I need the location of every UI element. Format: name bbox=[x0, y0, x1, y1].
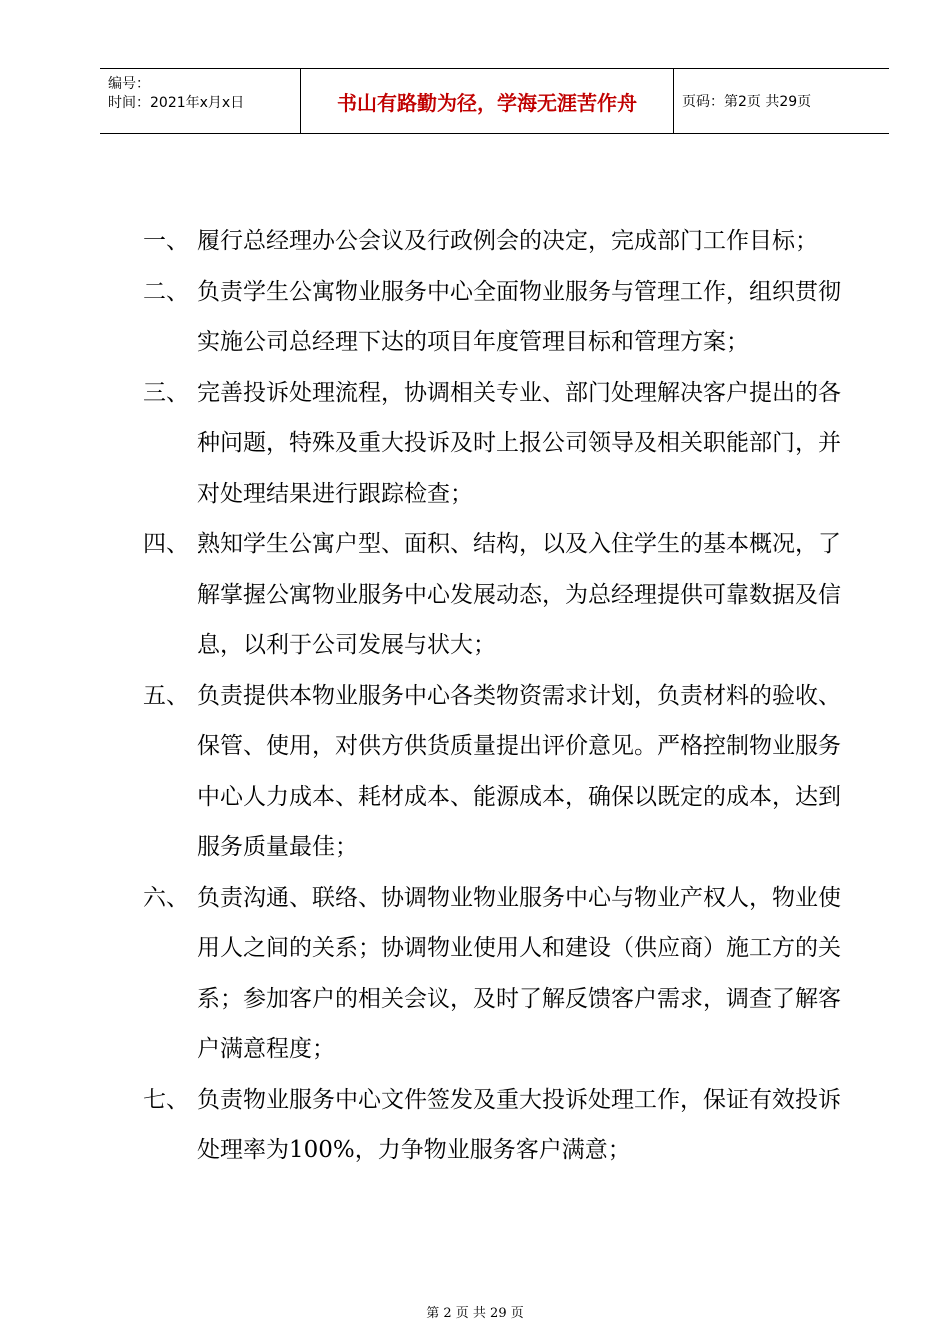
list-item bbox=[143, 671, 863, 873]
list-item bbox=[143, 873, 863, 1075]
header-page-info: 页码：第2页 共29页 bbox=[682, 94, 812, 110]
item-text: 负责学生公寓物业服务中心全面物业服务与管理工作，组织贯彻实施公司总经理下达的项目年度管理目标和管理方案； bbox=[197, 278, 841, 355]
header-meta bbox=[100, 69, 301, 133]
duty-list bbox=[143, 216, 863, 1176]
item-text: 履行总经理办公会议及行政例会的决定，完成部门工作目标； bbox=[197, 228, 818, 254]
item-text: 完善投诉处理流程，协调相关专业、部门处理解决客户提出的各种问题，特殊及重大投诉及时上报公司领导及相关职能部门，并对处理结果进行跟踪检查； bbox=[197, 379, 841, 507]
header-motto: 书山有路勤为径，学海无涯苦作舟 bbox=[301, 69, 674, 133]
item-number: 四、 bbox=[143, 531, 189, 557]
item-text: 熟知学生公寓户型、面积、结构，以及入住学生的基本概况，了解掌握公寓物业服务中心发展动态，为总经理提供可靠数据及信息，以利于公司发展与状大； bbox=[197, 531, 841, 658]
list-item bbox=[143, 1075, 863, 1176]
list-item bbox=[143, 267, 863, 368]
date-line: 时间：2021年x月x日 bbox=[108, 95, 245, 111]
item-text: 负责物业服务中心文件签发及重大投诉处理工作，保证有效投诉处理率为100%，力争物业服务客户满意； bbox=[197, 1086, 841, 1163]
item-number: 七、 bbox=[143, 1086, 189, 1113]
item-number: 二、 bbox=[143, 278, 189, 305]
page-header bbox=[100, 68, 889, 134]
item-number: 一、 bbox=[143, 228, 189, 254]
item-text: 负责沟通、联络、协调物业物业服务中心与物业产权人，物业使用人之间的关系；协调物业使用人和建设（供应商）施工方的关系；参加客户的相关会议，及时了解反馈客户需求，调查了解客户满意程度； bbox=[197, 884, 841, 1062]
item-number: 五、 bbox=[143, 682, 189, 709]
list-item bbox=[143, 368, 863, 520]
item-text: 负责提供本物业服务中心各类物资需求计划，负责材料的验收、保管、使用，对供方供货质量提出评价意见。严格控制物业服务中心人力成本、耗材成本、能源成本，确保以既定的成本，达到服务质量最佳； bbox=[197, 682, 841, 860]
list-item bbox=[143, 216, 863, 267]
page-footer: 第 2 页 共 29 页 bbox=[426, 1306, 524, 1321]
list-item bbox=[143, 519, 863, 671]
item-number: 三、 bbox=[143, 379, 189, 406]
serial-label: 编号： bbox=[108, 76, 150, 92]
item-number: 六、 bbox=[143, 884, 189, 911]
